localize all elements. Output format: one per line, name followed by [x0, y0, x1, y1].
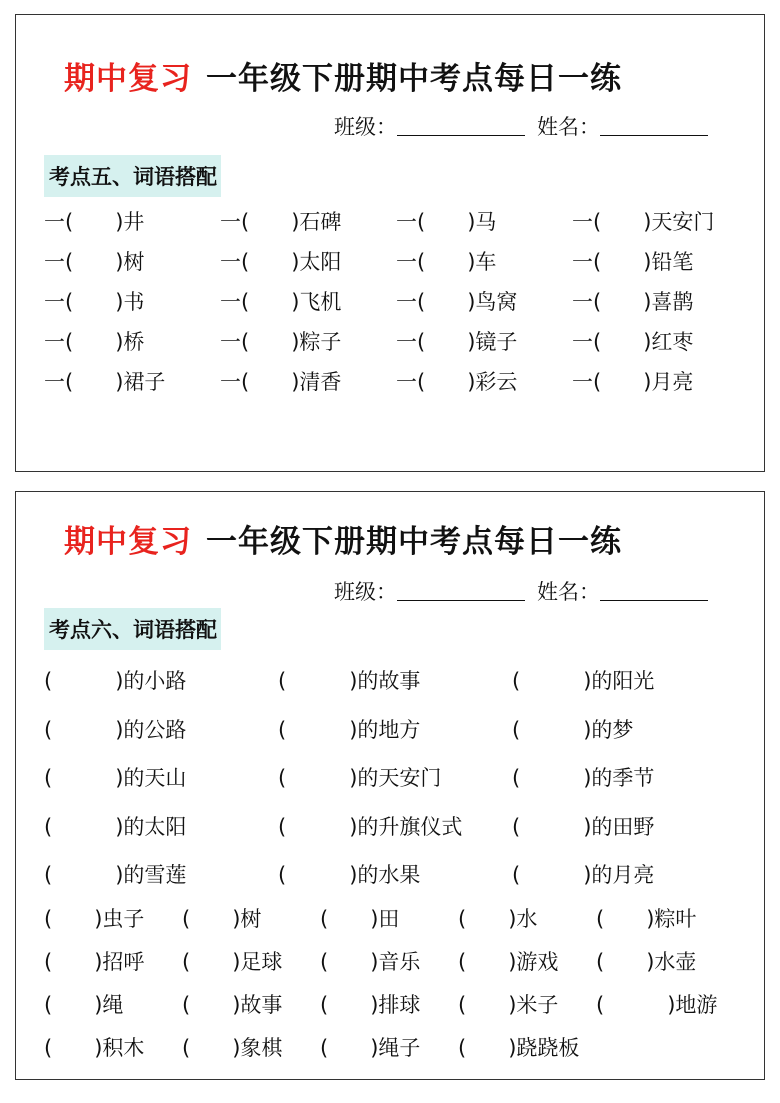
exercise-item[interactable]: ( )绳子: [320, 1036, 421, 1060]
exercise-item[interactable]: ( )水壶: [596, 950, 697, 974]
class-blank[interactable]: [397, 115, 525, 136]
exercise-item[interactable]: 一( )马: [396, 210, 497, 234]
worksheet-title: [64, 53, 622, 98]
exercise-item[interactable]: 一( )桥: [44, 330, 145, 354]
exercise-item[interactable]: ( )排球: [320, 993, 421, 1017]
exercise-item[interactable]: ( )的季节: [512, 766, 655, 790]
exercise-item[interactable]: ( )树: [182, 907, 262, 931]
section-heading: 考点五、词语搭配: [44, 155, 221, 197]
exercise-item[interactable]: ( )积木: [44, 1036, 145, 1060]
class-label: 班级：: [334, 115, 397, 139]
exercise-item[interactable]: ( )故事: [182, 993, 283, 1017]
exercise-item[interactable]: ( )地游: [596, 993, 718, 1017]
exercise-item[interactable]: 一( )太阳: [220, 250, 342, 274]
exercise-item[interactable]: 一( )石碑: [220, 210, 342, 234]
name-blank[interactable]: [600, 580, 708, 601]
title-main: 一年级下册期中考点每日一练: [206, 61, 622, 97]
exercise-item[interactable]: 一( )清香: [220, 370, 342, 394]
name-label: 姓名：: [537, 580, 600, 604]
student-info: [334, 111, 708, 141]
exercise-item[interactable]: ( )招呼: [44, 950, 145, 974]
section-heading: 考点六、词语搭配: [44, 608, 221, 650]
exercise-item[interactable]: ( )水: [458, 907, 538, 931]
exercise-item[interactable]: 一( )井: [44, 210, 145, 234]
title-main: 一年级下册期中考点每日一练: [206, 524, 622, 560]
exercise-item[interactable]: ( )的梦: [512, 717, 634, 742]
exercise-item[interactable]: ( )的水果: [278, 863, 421, 887]
name-blank[interactable]: [600, 115, 708, 136]
worksheet-card-1: [15, 14, 765, 472]
exercise-item[interactable]: 一( )书: [44, 290, 145, 314]
worksheet-card-2: [15, 491, 765, 1080]
worksheet-title: [64, 516, 622, 561]
class-label: 班级：: [334, 580, 397, 604]
exercise-item[interactable]: ( )米子: [458, 993, 559, 1017]
exercise-item[interactable]: ( )虫子: [44, 907, 145, 931]
exercise-item[interactable]: 一( )飞机: [220, 290, 342, 314]
exercise-item[interactable]: ( )粽叶: [596, 907, 697, 931]
exercise-item[interactable]: ( )象棋: [182, 1036, 283, 1060]
exercise-item[interactable]: ( )的升旗仪式: [278, 814, 463, 839]
exercise-item[interactable]: 一( )树: [44, 250, 145, 274]
class-blank[interactable]: [397, 580, 525, 601]
exercise-item[interactable]: ( )音乐: [320, 950, 421, 974]
name-label: 姓名：: [537, 115, 600, 139]
exercise-item[interactable]: 一( )鸟窝: [396, 290, 518, 314]
exercise-item[interactable]: 一( )彩云: [396, 370, 518, 394]
title-highlight: 期中复习: [64, 524, 192, 560]
exercise-item[interactable]: 一( )喜鹊: [572, 290, 694, 314]
exercise-item[interactable]: ( )的地方: [278, 717, 421, 742]
exercise-item[interactable]: 一( )车: [396, 250, 497, 274]
exercise-item[interactable]: 一( )月亮: [572, 370, 694, 394]
student-info: [334, 576, 708, 606]
exercise-item[interactable]: ( )的阳光: [512, 669, 655, 693]
exercise-item[interactable]: 一( )红枣: [572, 330, 694, 354]
exercise-item[interactable]: ( )绳: [44, 993, 124, 1017]
exercise-item[interactable]: ( )的雪莲: [44, 863, 187, 887]
exercise-item[interactable]: 一( )铅笔: [572, 250, 694, 274]
exercise-item[interactable]: ( )的天山: [44, 766, 187, 790]
title-highlight: 期中复习: [64, 61, 192, 97]
exercise-item[interactable]: ( )的田野: [512, 814, 655, 839]
exercise-item[interactable]: ( )足球: [182, 950, 283, 974]
exercise-item[interactable]: ( )的故事: [278, 669, 421, 693]
exercise-item[interactable]: ( )跷跷板: [458, 1036, 580, 1060]
exercise-item[interactable]: ( )的天安门: [278, 766, 442, 790]
exercise-item[interactable]: 一( )天安门: [572, 210, 715, 234]
exercise-item[interactable]: ( )的月亮: [512, 863, 655, 887]
exercise-item[interactable]: ( )田: [320, 907, 400, 931]
exercise-item[interactable]: ( )的小路: [44, 669, 187, 693]
exercise-item[interactable]: ( )游戏: [458, 950, 559, 974]
exercise-item[interactable]: 一( )裙子: [44, 370, 166, 394]
exercise-item[interactable]: ( )的公路: [44, 717, 187, 742]
exercise-item[interactable]: 一( )镜子: [396, 330, 518, 354]
exercise-item[interactable]: 一( )粽子: [220, 330, 342, 354]
exercise-item[interactable]: ( )的太阳: [44, 814, 187, 839]
